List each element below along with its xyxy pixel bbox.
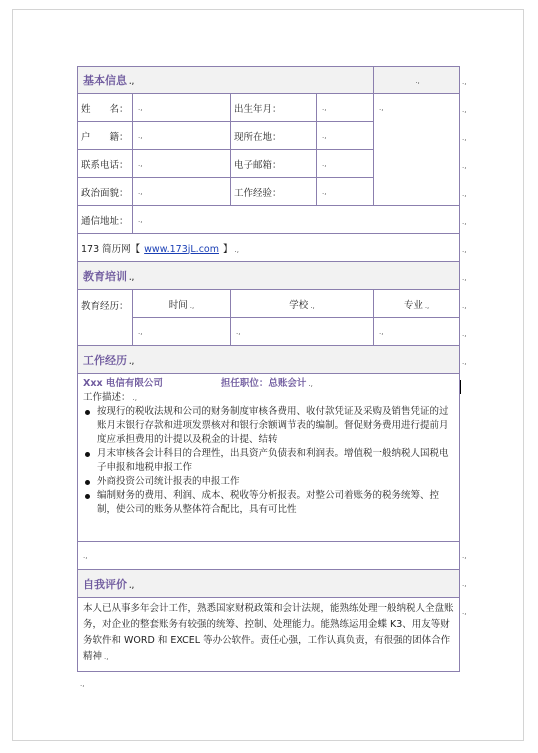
work-header: Xxx 电信有限公司 担任职位：总账会计 ., [83, 378, 313, 389]
phone-value[interactable]: ., [133, 150, 231, 178]
work-bullet: 编制财务的费用、利润、成本、税收等分析报表。对整公司着账务的税务统筹、控制，使公司的账务从整体符合配比，具有可比性 [83, 489, 454, 517]
position: 担任职位：总账会计 [220, 378, 307, 389]
company-name: Xxx 电信有限公司 [83, 378, 163, 389]
education-school-value[interactable]: ., [231, 318, 374, 346]
site-prefix: 173 简历网【 [81, 243, 141, 255]
paragraph-mark: ., [462, 274, 467, 282]
political-value[interactable]: ., [133, 178, 231, 206]
education-col-school: 学校 ., [231, 290, 374, 318]
paragraph-mark: ., [462, 552, 467, 560]
email-label: 电子邮箱： [231, 150, 317, 178]
address-value[interactable]: ., [133, 206, 460, 234]
photo-cell[interactable]: ., [374, 94, 460, 206]
paragraph-mark: ., [462, 106, 467, 114]
paragraph-mark: ., [462, 162, 467, 170]
paragraph-mark: ., [462, 358, 467, 366]
work-experience-cell[interactable] [78, 374, 460, 542]
education-row-label: 教育经历： [78, 290, 133, 346]
section-title-basic: 基本信息 ., [78, 67, 374, 94]
work-blank-row[interactable]: ., [78, 542, 460, 570]
name-value[interactable]: ., [133, 94, 231, 122]
paragraph-mark: ., [462, 580, 467, 588]
experience-value[interactable]: ., [317, 178, 374, 206]
work-desc-label: 工作描述： ., [83, 392, 137, 403]
photo-header-cell: ., [374, 67, 460, 94]
site-suffix: 】 [223, 243, 233, 255]
birth-value[interactable]: ., [317, 94, 374, 122]
paragraph-mark: ., [462, 608, 467, 616]
name-label: 姓 名： [78, 94, 133, 122]
phone-label: 联系电话： [78, 150, 133, 178]
birth-label: 出生年月： [231, 94, 317, 122]
paragraph-mark: ., [462, 134, 467, 142]
education-col-time: 时间 ., [133, 290, 231, 318]
paragraph-mark: ., [462, 302, 467, 310]
paragraph-mark: ., [80, 680, 85, 688]
section-title-self: 自我评价 ., [78, 570, 460, 598]
paragraph-mark: ., [462, 218, 467, 226]
site-link[interactable]: www.173jL.com [144, 243, 219, 255]
self-evaluation-text[interactable]: 本人已从事多年会计工作，熟悉国家财税政策和会计法规，能熟练处理一般纳税人全盘账务，对企业的整套账务有较强的统筹、控制、处理能力。能熟练运用金蝶 K3、用友等财务软件和 WORD 和 EXCEL 等办公软件。责任心强，工作认真负责，有很强的团体合作精神 ., [78, 598, 460, 672]
hukou-label: 户 籍： [78, 122, 133, 150]
resume-table [77, 66, 460, 672]
section-title-work: 工作经历 ., [78, 346, 460, 374]
work-bullet: 月末审核各会计科目的合理性，出具资产负债表和利润表。增值税一般纳税人国税电子申报和地税申报工作 [83, 447, 454, 475]
paragraph-mark: ., [462, 330, 467, 338]
work-bullet: 外商投资公司统计报表的申报工作 [83, 475, 454, 489]
text-cursor [460, 380, 461, 394]
work-bullets [83, 405, 454, 517]
education-major-value[interactable]: ., [374, 318, 460, 346]
education-col-major: 专业 ., [374, 290, 460, 318]
political-label: 政治面貌： [78, 178, 133, 206]
hukou-value[interactable]: ., [133, 122, 231, 150]
paragraph-mark: ., [462, 78, 467, 86]
education-time-value[interactable]: ., [133, 318, 231, 346]
residence-label: 现所在地： [231, 122, 317, 150]
residence-value[interactable]: ., [317, 122, 374, 150]
email-value[interactable]: ., [317, 150, 374, 178]
site-row: 173 简历网【 www.173jL.com 】 ., [78, 234, 460, 262]
paragraph-mark: ., [462, 190, 467, 198]
experience-label: 工作经验： [231, 178, 317, 206]
address-label: 通信地址： [78, 206, 133, 234]
paragraph-mark: ., [462, 246, 467, 254]
work-bullet: 按现行的税收法规和公司的财务制度审核各费用、收付款凭证及采购及销售凭证的过账月末银行存款和进项发票核对和银行余额调节表的编制。督促财务费用进行提前月度应承担费用的计提以及税金的计提、结转 [83, 405, 454, 447]
section-title-education: 教育培训 ., [78, 262, 460, 290]
